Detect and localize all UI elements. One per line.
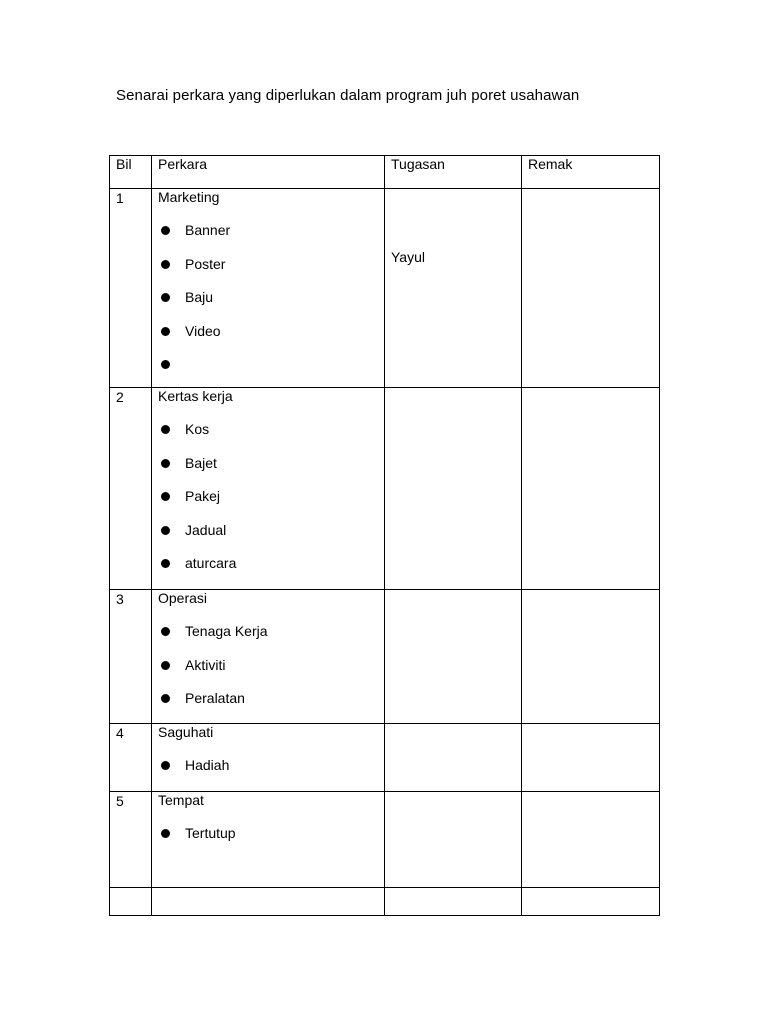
list-item: Baju	[158, 273, 384, 307]
perkara-title: Marketing	[158, 189, 220, 205]
list-item: Aktiviti	[158, 641, 384, 675]
table-row	[110, 189, 660, 388]
header-tugasan: Tugasan	[385, 156, 522, 189]
list-item	[158, 340, 384, 374]
bullet-icon	[161, 661, 170, 670]
remak-cell	[522, 792, 660, 888]
remak-cell	[522, 189, 660, 388]
table-header-row	[110, 156, 660, 189]
perkara-cell	[152, 792, 385, 888]
remak-cell	[522, 724, 660, 792]
header-perkara: Perkara	[152, 156, 385, 189]
tugasan-cell	[385, 388, 522, 590]
sub-item-list	[158, 405, 384, 573]
bullet-icon	[161, 526, 170, 535]
list-item: Peralatan	[158, 674, 384, 708]
tugasan-cell	[385, 590, 522, 724]
perkara-cell	[152, 724, 385, 792]
list-item: Jadual	[158, 506, 384, 540]
row-number: 4	[110, 724, 152, 792]
bullet-icon	[161, 761, 170, 770]
bullet-icon	[161, 492, 170, 501]
bullet-icon	[161, 260, 170, 269]
list-item: Tertutup	[158, 809, 384, 843]
table-row	[110, 792, 660, 888]
document-title: Senarai perkara yang diperlukan dalam program juh poret usahawan	[116, 87, 580, 104]
table-row	[110, 724, 660, 792]
bullet-icon	[161, 694, 170, 703]
perkara-title: Kertas kerja	[158, 388, 233, 404]
tugasan-cell	[385, 792, 522, 888]
bullet-icon	[161, 360, 170, 369]
table-row	[110, 590, 660, 724]
table-row	[110, 388, 660, 590]
sub-item-list	[158, 809, 384, 843]
perkara-cell	[152, 888, 385, 916]
header-bil: Bil	[110, 156, 152, 189]
bullet-icon	[161, 627, 170, 636]
perkara-cell	[152, 590, 385, 724]
row-number: 3	[110, 590, 152, 724]
remak-cell	[522, 590, 660, 724]
list-item: Pakej	[158, 472, 384, 506]
row-number: 1	[110, 189, 152, 388]
perkara-title: Operasi	[158, 590, 208, 606]
list-item: Poster	[158, 240, 384, 274]
list-item: Video	[158, 307, 384, 341]
tugasan-cell: Yayul	[385, 189, 522, 388]
list-item: Hadiah	[158, 741, 384, 775]
perkara-title: Saguhati	[158, 724, 214, 740]
sub-item-list	[158, 741, 384, 775]
perkara-cell	[152, 388, 385, 590]
task-table	[109, 155, 660, 916]
bullet-icon	[161, 293, 170, 302]
remak-cell	[522, 888, 660, 916]
tugasan-cell	[385, 888, 522, 916]
bullet-icon	[161, 425, 170, 434]
perkara-title: Tempat	[158, 792, 204, 808]
sub-item-list	[158, 206, 384, 374]
list-item: Tenaga Kerja	[158, 607, 384, 641]
perkara-cell	[152, 189, 385, 388]
bullet-icon	[161, 559, 170, 568]
list-item: Bajet	[158, 439, 384, 473]
bullet-icon	[161, 829, 170, 838]
remak-cell	[522, 388, 660, 590]
bullet-icon	[161, 226, 170, 235]
list-item: aturcara	[158, 539, 384, 573]
header-remak: Remak	[522, 156, 660, 189]
bullet-icon	[161, 327, 170, 336]
table-row	[110, 888, 660, 916]
row-number: 5	[110, 792, 152, 888]
sub-item-list	[158, 607, 384, 708]
bullet-icon	[161, 459, 170, 468]
row-number: 2	[110, 388, 152, 590]
list-item: Banner	[158, 206, 384, 240]
row-number	[110, 888, 152, 916]
tugasan-cell	[385, 724, 522, 792]
list-item: Kos	[158, 405, 384, 439]
